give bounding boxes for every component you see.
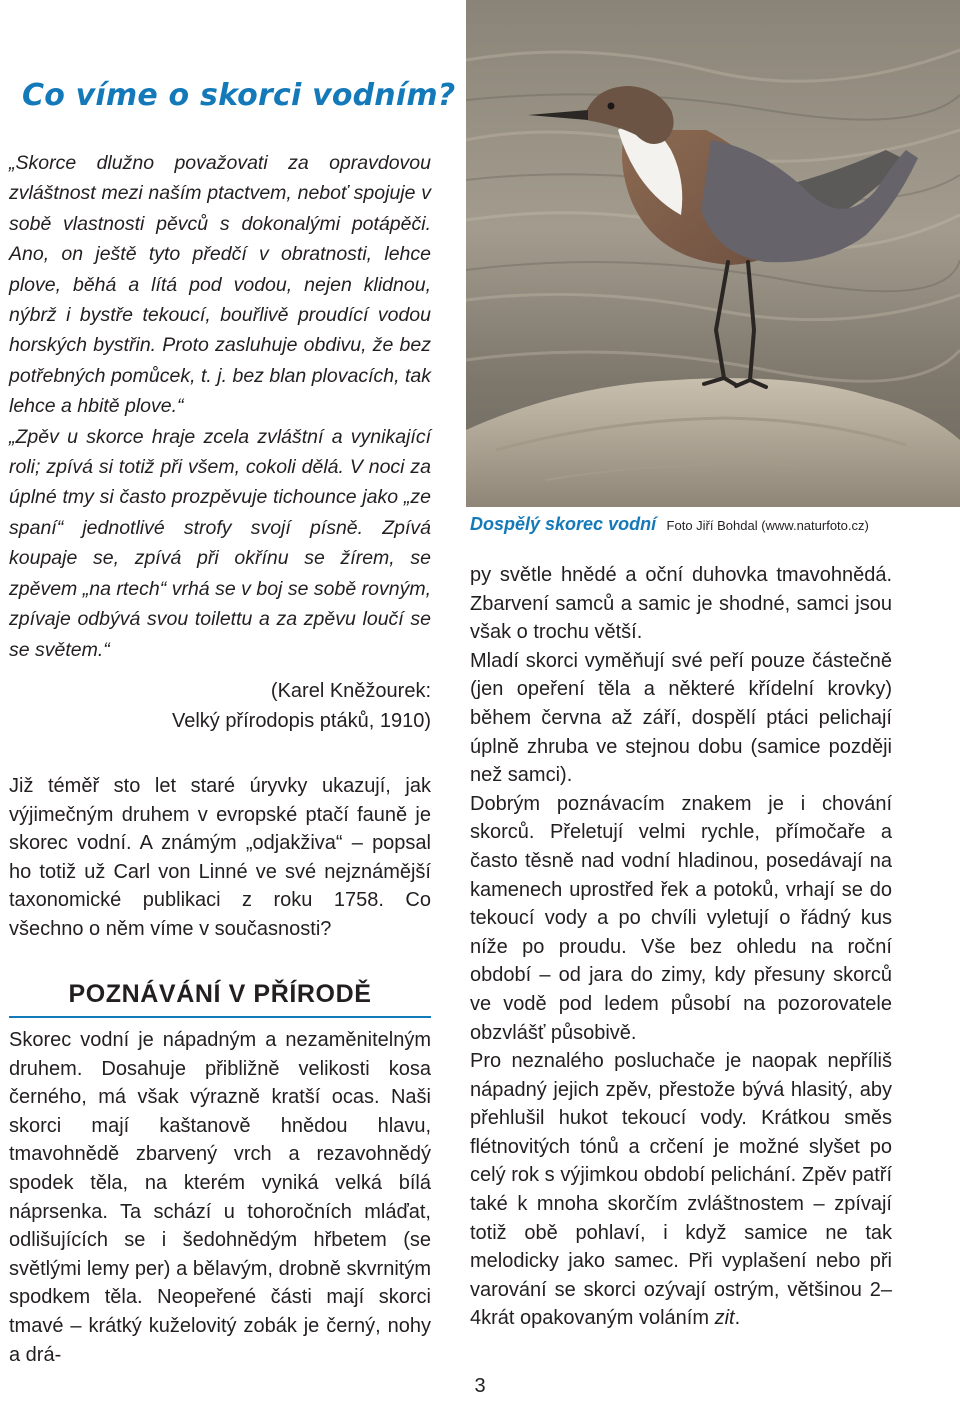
right-column-body xyxy=(470,561,892,1333)
citation-work: Velký přírodopis ptáků, 1910) xyxy=(171,710,431,732)
intro-text: Již téměř sto let staré úryvky ukazují, jak výjimečným druhem v evropské ptačí fauně je skorec vodní. A známým „odjakživa“ – popsal ho totiž už Carl von Linné ve své nejznámější taxonomické publikaci z roku 1758. Co všechno o něm víme v současnosti? xyxy=(9,775,431,940)
paragraph-end: . xyxy=(734,1307,741,1330)
page-number: 3 xyxy=(474,1375,486,1397)
page-title: Co víme o skorci vodním? xyxy=(22,78,456,113)
call-word: zit xyxy=(714,1307,735,1330)
citation-author: (Karel Kněžourek: xyxy=(270,680,431,702)
body-paragraph: Dobrým poznávacím znakem je i chování skorců. Přeletují velmi rychle, přímočaře a často těsně nad vodní hladinou, posedávají na kamenech uprostřed řek a potoků, vrhají se do tekoucí vody a po chvíli vyletují o řádný kus níže po proudu. Vše bez ohledu na roční období – od jara do zimy, kdy přesuny skorců ve vodě pod ledem působí na pozorovatele obzvlášť působivě. xyxy=(470,792,892,1044)
body-paragraph: Mladí skorci vyměňují své peří pouze částečně (jen opeření těla a některé křídelní krovky) během června až září, dospělí ptáci pelichají úplně zhruba ve stejnou dobu (samice později než samci). xyxy=(470,649,892,787)
intro-paragraph xyxy=(9,772,431,944)
quote-citation xyxy=(9,676,431,736)
quote-paragraph: „Zpěv u skorce hraje zcela zvláštní a vynikající roli; zpívá si totiž při všem, cokoli dělá. V noci za úplné tmy si často prozpěvuje tichounce jako „ze spaní“ jednotlivé strofy svojí písně. Zpívá koupaje se, zpívá při okřínu se žírem, se zpěvem „na rtech“ vrhá se v boj se sobě rovným, zpívaje odbývá svou toilettu a za zpěvu loučí se se světem.“ xyxy=(9,425,431,661)
body-paragraph: py světle hnědé a oční duhovka tmavohnědá. Zbarvení samců a samic je shodné, samci jsou však o trochu větší. xyxy=(470,564,892,644)
body-paragraph xyxy=(470,1047,892,1333)
heading-rule xyxy=(9,1016,431,1018)
section-heading: POZNÁVÁNÍ V PŘÍRODĚ xyxy=(68,980,372,1008)
dipper-photo xyxy=(466,0,960,507)
caption-title: Dospělý skorec vodní xyxy=(470,514,657,534)
body-paragraph: Skorec vodní je nápadným a nezaměnitelným druhem. Dosahuje přibližně velikosti kosa černého, má však výrazně kratší ocas. Naši skorci mají kaštanově hnědou hlavu, tmavohnědě zbarvený vrch a rezavohnědý spodek těla, na kterém vyniká velká bílá náprsenka. Ta schází u tohoročních mláďat, odlišujících se i šedohnědým hřbetem (se světlými lemy per) a bělavým, drobně skvrnitým spodkem těla. Neopeřené části mají skorci tmavé – krátký kuželovitý zobák je černý, nohy a drá- xyxy=(9,1029,431,1366)
photo-caption xyxy=(470,514,958,535)
quote-paragraph: „Skorce dlužno považovati za opravdovou zvláštnost mezi naším ptactvem, neboť spojuje v sobě vlastnosti pěvců s dokonalými potápěči. Ano, on ještě tyto předčí v obratnosti, lehce plove, běhá a lítá pod vodou, nejen klidnou, nýbrž i bystře tekoucí, bouřlivě proudící vodou horských bystřin. Proto zasluhuje obdivu, že bez potřebných pomůcek, t. j. bez blan plovacích, tak lehce a hbitě plove.“ xyxy=(9,152,431,418)
historical-quote xyxy=(9,148,431,665)
paragraph-text: Pro neznalého posluchače je naopak nepříliš nápadný jejich zpěv, přestože bývá hlasitý, aby přehlušil hukot tekoucí vody. Krátkou směs flétnovitých tónů a crčení je možné slyšet po celý rok s výjimkou období pelichání. Zpěv patří také k mnoha skorčím zvláštnostem – zpívají totiž obě pohlaví, i když samice ne tak melodicky jako samec. Při vyplašení nebo při varování se skorci ozývají ostrým, většinou 2–4krát opakovaným voláním xyxy=(470,1050,892,1330)
left-column-body xyxy=(9,1026,431,1369)
photo-credit: Foto Jiří Bohdal (www.naturfoto.cz) xyxy=(666,518,869,533)
